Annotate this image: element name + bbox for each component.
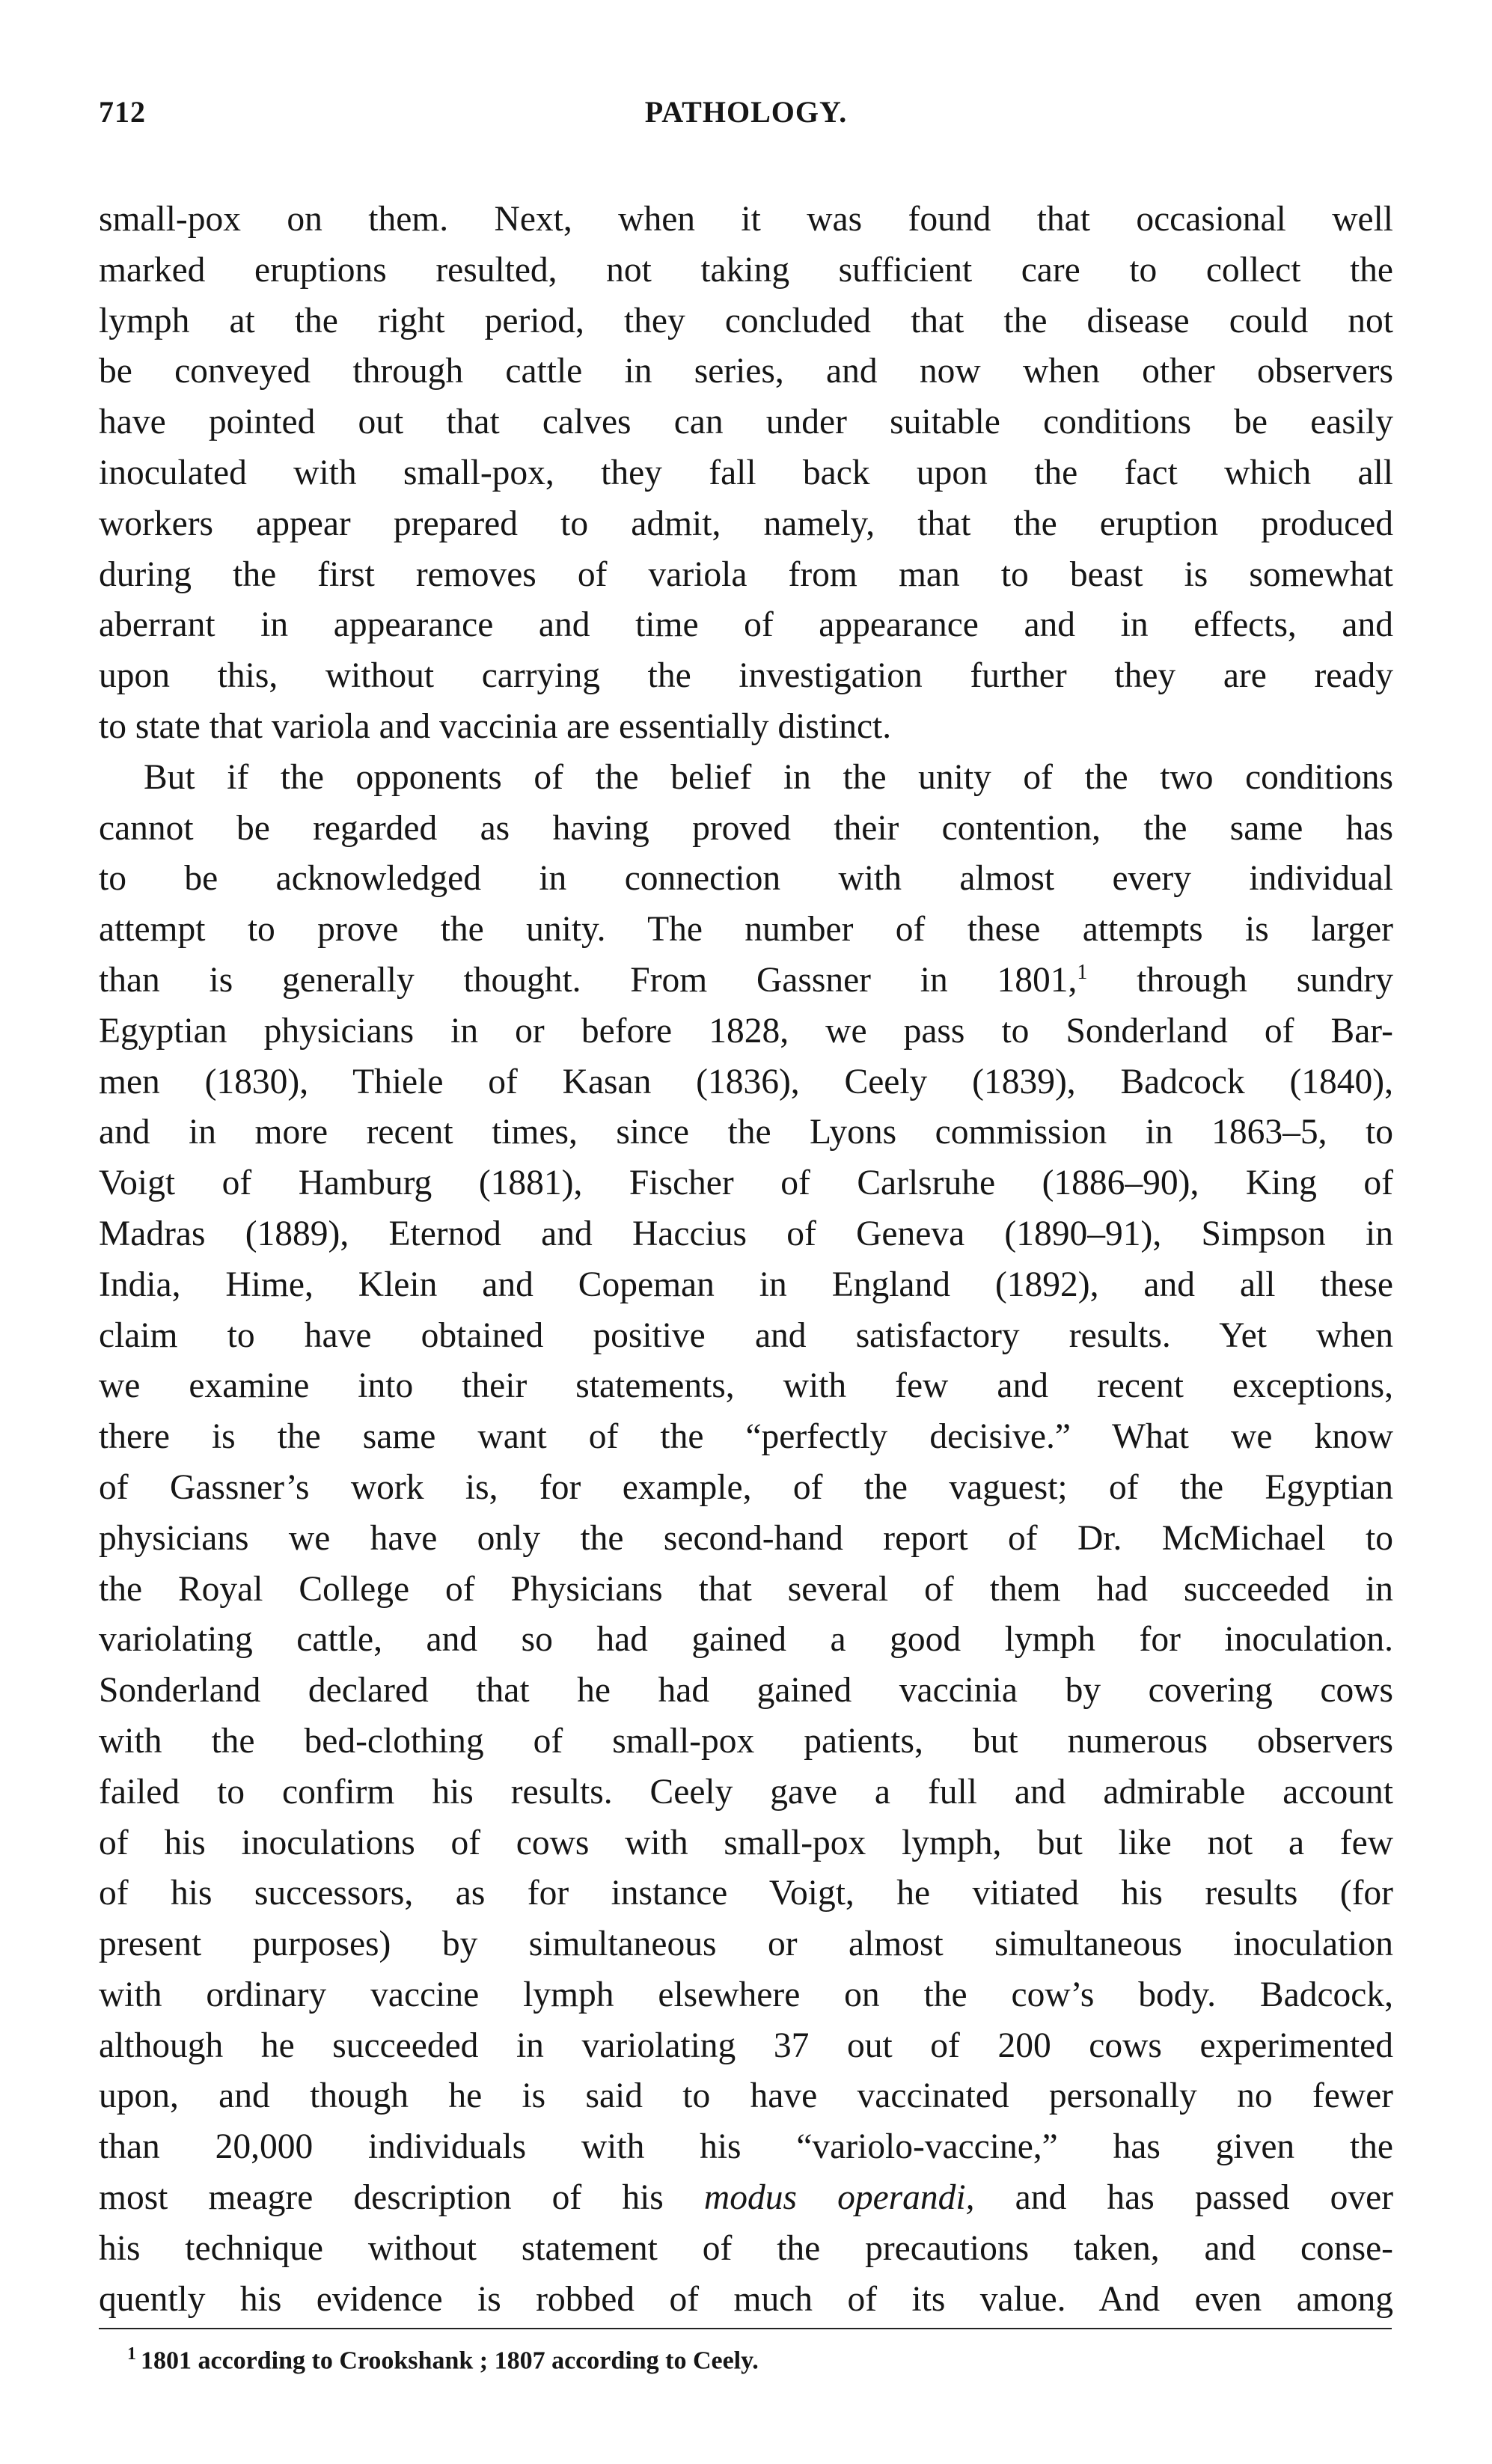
text-line: Voigt of Hamburg (1881), Fischer of Carlsruhe (1886–90), King of bbox=[99, 1164, 1393, 1203]
text-line-with-italic bbox=[99, 2173, 1393, 2224]
footnote-reference: 1 bbox=[1077, 961, 1088, 985]
text-line: of Gassner’s work is, for example, of the vaguest; of the Egyptian bbox=[99, 1467, 1393, 1507]
text-line: the Royal College of Physicians that several of them had succeeded in bbox=[99, 1569, 1393, 1609]
footnote-divider bbox=[99, 2328, 1392, 2329]
page-number: 712 bbox=[99, 95, 146, 129]
text-line: workers appear prepared to admit, namely, that the eruption produced bbox=[99, 504, 1393, 543]
text-line: and in more recent times, since the Lyons commission in 1863–5, to bbox=[99, 1113, 1393, 1152]
text-line: to state that variola and vaccinia are essentially distinct. bbox=[99, 706, 892, 746]
text-line: of his successors, as for instance Voigt, he vitiated his results (for bbox=[99, 1874, 1393, 1913]
text-line: physicians we have only the second-hand report of Dr. McMichael to bbox=[99, 1518, 1393, 1558]
text-line: there is the same want of the “perfectly decisive.” What we know bbox=[99, 1417, 1393, 1457]
text-line: India, Hime, Klein and Copeman in England (1892), and all these bbox=[99, 1265, 1393, 1304]
text-line: cannot be regarded as having proved their contention, the same has bbox=[99, 808, 1393, 848]
text-fragment: most meagre description of his bbox=[99, 2178, 704, 2218]
text-line: with ordinary vaccine lymph elsewhere on the cow’s body. Badcock, bbox=[99, 1975, 1393, 2014]
body-text bbox=[99, 195, 1393, 2325]
text-line: Sonderland declared that he had gained vaccinia by covering cows bbox=[99, 1671, 1393, 1711]
text-line: although he succeeded in variolating 37 out of 200 cows experimented bbox=[99, 2026, 1393, 2065]
footnote bbox=[127, 2337, 1393, 2378]
text-line: Madras (1889), Eternod and Haccius of Geneva (1890–91), Simpson in bbox=[99, 1214, 1393, 1253]
text-fragment: and has passed over bbox=[974, 2178, 1394, 2218]
text-line: quently his evidence is robbed of much of its value. And even among bbox=[99, 2279, 1393, 2319]
text-line: claim to have obtained positive and satisfactory results. Yet when bbox=[99, 1315, 1393, 1355]
text-line: with the bed-clothing of small-pox patients, but numerous observers bbox=[99, 1721, 1393, 1761]
text-line: marked eruptions resulted, not taking sufficient care to collect the bbox=[99, 250, 1393, 290]
text-line: be conveyed through cattle in series, and now when other observers bbox=[99, 352, 1393, 391]
text-line: failed to confirm his results. Ceely gave a full and admirable account bbox=[99, 1772, 1393, 1812]
text-line: during the first removes of variola from man to beast is somewhat bbox=[99, 554, 1393, 594]
italic-phrase: modus operandi, bbox=[703, 2178, 975, 2218]
text-line: small-pox on them. Next, when it was found that occasional well bbox=[99, 200, 1393, 239]
text-fragment: through sundry bbox=[1087, 960, 1393, 1000]
text-line: his technique without statement of the precautions taken, and conse- bbox=[99, 2228, 1393, 2268]
text-line: present purposes) by simultaneous or almost simultaneous inoculation bbox=[99, 1925, 1393, 1964]
text-line: lymph at the right period, they concluded that the disease could not bbox=[99, 301, 1393, 340]
text-fragment: than is generally thought. From Gassner in 1801, bbox=[99, 960, 1077, 1000]
text-line: upon, and though he is said to have vaccinated personally no fewer bbox=[99, 2076, 1393, 2116]
running-header bbox=[99, 88, 1393, 133]
text-line: of his inoculations of cows with small-pox lymph, but like not a few bbox=[99, 1823, 1393, 1862]
text-line: to be acknowledged in connection with almost every individual bbox=[99, 859, 1393, 899]
text-line: we examine into their statements, with few and recent exceptions, bbox=[99, 1366, 1393, 1406]
document-page bbox=[99, 88, 1393, 2379]
text-line: variolating cattle, and so had gained a good lymph for inoculation. bbox=[99, 1620, 1393, 1660]
footnote-mark: 1 bbox=[127, 2344, 136, 2364]
text-line: attempt to prove the unity. The number of these attempts is larger bbox=[99, 910, 1393, 950]
paragraph-first-line: But if the opponents of the belief in the unity of the two conditions bbox=[144, 757, 1393, 797]
text-line: Egyptian physicians in or before 1828, we pass to Sonderland of Bar- bbox=[99, 1011, 1393, 1051]
text-line-with-footnote-ref bbox=[99, 956, 1393, 1006]
text-line: upon this, without carrying the investigation further they are ready bbox=[99, 656, 1393, 696]
text-line: have pointed out that calves can under suitable conditions be easily bbox=[99, 403, 1393, 442]
footnote-text: 1801 according to Crookshank ; 1807 according to Ceely. bbox=[141, 2347, 759, 2375]
text-line: aberrant in appearance and time of appearance and in effects, and bbox=[99, 605, 1393, 645]
text-line: than 20,000 individuals with his “variolo-vaccine,” has given the bbox=[99, 2127, 1393, 2167]
text-line: inoculated with small-pox, they fall back upon the fact which all bbox=[99, 453, 1393, 492]
text-line: men (1830), Thiele of Kasan (1836), Ceely (1839), Badcock (1840), bbox=[99, 1062, 1393, 1101]
running-title: PATHOLOGY. bbox=[644, 95, 848, 129]
